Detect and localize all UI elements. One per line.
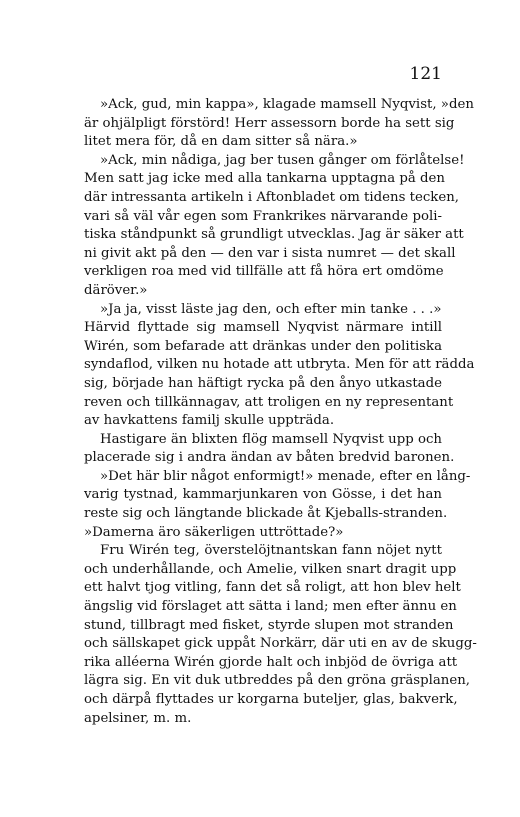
text-line: reste sig och längtande blickade åt Kjeballs-stranden. bbox=[84, 506, 448, 522]
text-line: Men satt jag icke med alla tankarna upptagna på den bbox=[84, 171, 445, 187]
text-line: är ohjälpligt förstörd! Herr assessorn borde ha sett sig bbox=[84, 115, 455, 131]
text-line: och sällskapet gick uppåt Norkärr, där uti en av de skugg- bbox=[84, 636, 477, 652]
text-line: av havkattens familj skulle uppträda. bbox=[84, 413, 335, 429]
text-line: vari så väl vår egen som Frankrikes närvarande poli- bbox=[84, 208, 442, 224]
text-line: »Ack, min nådiga, jag ber tusen gånger om förlåtelse! bbox=[100, 152, 465, 168]
text-line: reven och tillkännagav, att troligen en ny representant bbox=[84, 394, 454, 410]
paragraph-5 bbox=[84, 468, 471, 542]
text-line: Härvid flyttade sig mamsell Nyqvist närmare intill bbox=[84, 320, 442, 336]
text-line: tiska ståndpunkt så grundligt utvecklas. Jag är säker att bbox=[84, 227, 464, 243]
text-line: verkligen roa med vid tillfälle att få höra ert omdöme bbox=[84, 264, 444, 280]
paragraph-1 bbox=[84, 96, 474, 152]
text-line: litet mera för, då en dam sitter så nära.» bbox=[84, 134, 358, 150]
text-line: »Ack, gud, min kappa», klagade mamsell Nyqvist, »den bbox=[100, 97, 474, 112]
body-text bbox=[84, 96, 477, 728]
text-line: syndaflod, vilken nu hotade att utbryta. Men för att rädda bbox=[84, 357, 475, 373]
text-line: Fru Wirén teg, överstelöjtnantskan fann nöjet nytt bbox=[100, 543, 442, 559]
text-line: apelsiner, m. m. bbox=[84, 710, 192, 726]
paragraph-3 bbox=[84, 301, 475, 431]
text-line: rika alléerna Wirén gjorde halt och inbjöd de övriga att bbox=[84, 654, 458, 670]
text-line: placerade sig i andra ändan av båten bredvid baronen. bbox=[84, 450, 455, 466]
text-line: där intressanta artikeln i Aftonbladet om tidens tecken, bbox=[84, 189, 460, 205]
text-line: »Damerna äro säkerligen uttröttade?» bbox=[84, 524, 344, 540]
text-line: varig tystnad, kammarjunkaren von Gösse, i det han bbox=[84, 487, 442, 503]
text-line: lägra sig. En vit duk utbreddes på den gröna gräsplanen, bbox=[84, 673, 470, 689]
text-line: sig, började han häftigt rycka på den ånyo utkastade bbox=[84, 375, 442, 391]
text-line: och därpå flyttades ur korgarna buteljer, glas, bakverk, bbox=[84, 692, 458, 707]
text-line: »Ja ja, visst läste jag den, och efter min tanke . . .» bbox=[100, 301, 442, 317]
text-line: och underhållande, och Amelie, vilken snart dragit upp bbox=[84, 561, 457, 577]
text-line: stund, tillbragt med fisket, styrde slupen mot stranden bbox=[84, 617, 454, 633]
paragraph-6 bbox=[84, 542, 477, 728]
text-line: ni givit akt på den — den var i sista numret — det skall bbox=[84, 245, 456, 261]
text-line: Hastigare än blixten flög mamsell Nyqvist upp och bbox=[100, 431, 442, 447]
text-line: »Det här blir något enformigt!» menade, efter en lång- bbox=[100, 468, 471, 484]
paragraph-4 bbox=[84, 431, 455, 468]
paragraph-2 bbox=[84, 152, 465, 301]
text-line: ängslig vid förslaget att sätta i land; men efter ännu en bbox=[84, 599, 457, 615]
text-line: Wirén, som befarade att dränkas under den politiska bbox=[84, 338, 442, 354]
text-line: däröver.» bbox=[84, 282, 148, 298]
text-line: ett halvt tjog vitling, fann det så roligt, att hon blev helt bbox=[84, 580, 461, 596]
page-number: 121 bbox=[409, 64, 442, 84]
